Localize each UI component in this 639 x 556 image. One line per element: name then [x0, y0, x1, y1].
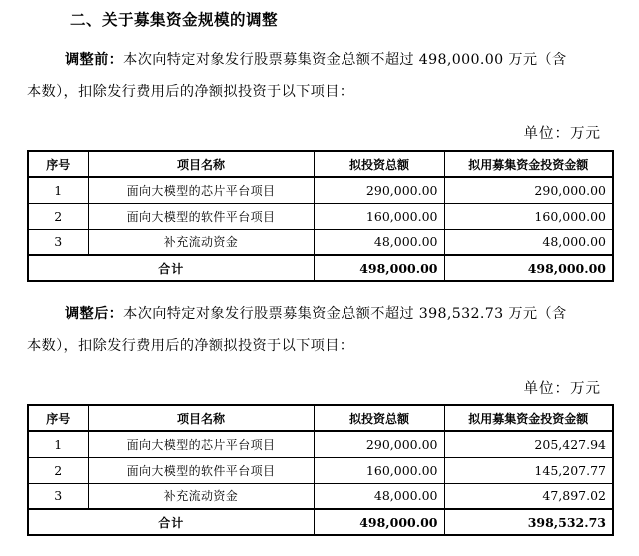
table-row	[28, 203, 613, 229]
before-line-2: 本数），扣除发行费用后的净额拟投资于以下项目：	[27, 84, 355, 100]
cell-project-name: 补充流动资金	[88, 483, 314, 509]
cell-total: 160,000.00	[314, 203, 444, 229]
cell-raised: 160,000.00	[444, 203, 613, 229]
header-raised-investment: 拟用募集资金投资金额	[444, 405, 613, 431]
after-total-row	[28, 509, 613, 535]
cell-project-name: 面向大模型的芯片平台项目	[88, 177, 314, 203]
section-title: 二、关于募集资金规模的调整	[70, 11, 279, 29]
cell-total: 48,000.00	[314, 229, 444, 255]
before-line-1	[27, 44, 612, 76]
cell-raised: 47,897.02	[444, 483, 613, 509]
before-unit: 单位：万元	[523, 126, 601, 142]
total-label: 合计	[28, 255, 314, 281]
table-row	[28, 229, 613, 255]
cell-project-name: 面向大模型的软件平台项目	[88, 457, 314, 483]
header-raised-investment: 拟用募集资金投资金额	[444, 151, 613, 177]
cell-index: 3	[28, 483, 88, 509]
before-total-row	[28, 255, 613, 281]
header-total-investment: 拟投资总额	[314, 405, 444, 431]
after-table-header	[28, 405, 613, 431]
before-table-header	[28, 151, 613, 177]
cell-raised: 290,000.00	[444, 177, 613, 203]
total-raised: 498,000.00	[444, 255, 613, 281]
cell-project-name: 补充流动资金	[88, 229, 314, 255]
after-paragraph	[27, 298, 612, 362]
cell-index: 1	[28, 431, 88, 457]
header-index: 序号	[28, 405, 88, 431]
cell-project-name: 面向大模型的软件平台项目	[88, 203, 314, 229]
table-row	[28, 483, 613, 509]
header-project-name: 项目名称	[88, 151, 314, 177]
cell-total: 160,000.00	[314, 457, 444, 483]
total-investment: 498,000.00	[314, 509, 444, 535]
before-paragraph	[27, 44, 612, 108]
header-project-name: 项目名称	[88, 405, 314, 431]
table-row	[28, 457, 613, 483]
before-line-1-text: 本次向特定对象发行股票募集资金总额不超过 498,000.00 万元（含	[123, 52, 567, 68]
cell-index: 1	[28, 177, 88, 203]
total-raised: 398,532.73	[444, 509, 613, 535]
cell-raised: 205,427.94	[444, 431, 613, 457]
cell-total: 48,000.00	[314, 483, 444, 509]
after-line-1	[27, 298, 612, 330]
total-investment: 498,000.00	[314, 255, 444, 281]
cell-total: 290,000.00	[314, 431, 444, 457]
table-row	[28, 431, 613, 457]
cell-index: 2	[28, 203, 88, 229]
cell-raised: 48,000.00	[444, 229, 613, 255]
after-unit: 单位：万元	[523, 381, 601, 397]
after-line-2: 本数），扣除发行费用后的净额拟投资于以下项目：	[27, 338, 355, 354]
before-lead: 调整前：	[65, 52, 124, 68]
header-index: 序号	[28, 151, 88, 177]
cell-index: 2	[28, 457, 88, 483]
cell-total: 290,000.00	[314, 177, 444, 203]
total-label: 合计	[28, 509, 314, 535]
cell-project-name: 面向大模型的芯片平台项目	[88, 431, 314, 457]
after-lead: 调整后：	[65, 306, 124, 322]
header-total-investment: 拟投资总额	[314, 151, 444, 177]
cell-index: 3	[28, 229, 88, 255]
after-table	[27, 404, 614, 536]
table-row	[28, 177, 613, 203]
before-table	[27, 150, 614, 282]
cell-raised: 145,207.77	[444, 457, 613, 483]
after-line-1-text: 本次向特定对象发行股票募集资金总额不超过 398,532.73 万元（含	[123, 306, 567, 322]
